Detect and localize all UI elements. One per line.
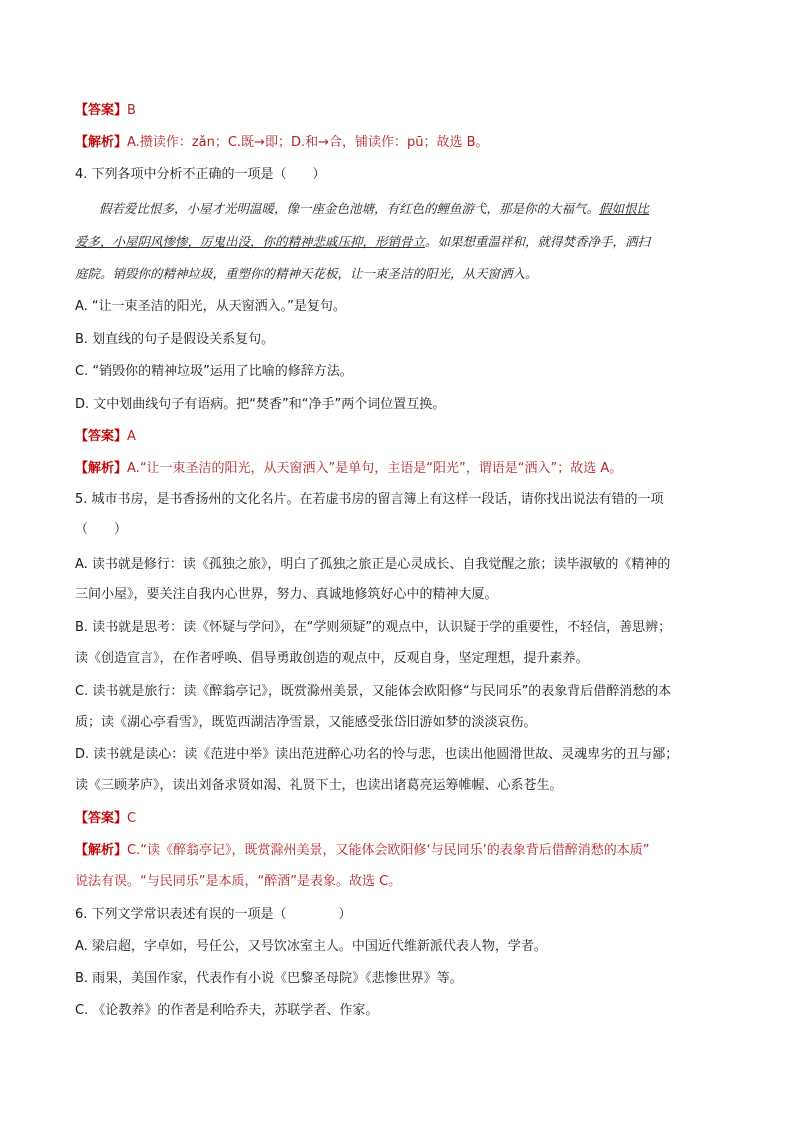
q3-analysis: A.攒读作：zǎn；C.既→即；D.和→合，铺读作：pū；故选 B。 xyxy=(127,135,489,150)
q5-option-b-line-2: 读《创造宣言》，在作者呼唤、倡导勇敢创造的观点中，反观自身，坚定理想，提升素养。 xyxy=(75,651,589,666)
q4-passage-line-2 xyxy=(75,233,650,251)
q4-option-a: A. “让一束圣洁的阳光，从天窗洒入。”是复句。 xyxy=(75,299,346,314)
q6-option-a: A. 梁启超，字卓如，号任公，又号饮冰室主人。中国近代维新派代表人物，学者。 xyxy=(75,939,547,954)
q4-passage-line-1 xyxy=(99,200,649,218)
q4-passage-line-3 xyxy=(75,265,538,283)
q5-stem-bracket: （ ） xyxy=(75,522,128,537)
q4-option-d: D. 文中划曲线句子有语病。把“焚香”和“净手”两个词位置互换。 xyxy=(75,397,446,412)
passage-text: 。如果想重温祥和，就得焚香净手，洒扫 xyxy=(425,234,651,249)
q5-option-b-line-1: B. 读书就是思考：读《怀疑与学问》，在“学则须疑”的观点中，认识疑于学的重要性，不轻信，善思辨； xyxy=(75,620,672,635)
q4-analysis-line xyxy=(75,460,622,478)
q4-option-b: B. 划直线的句子是假设关系复句。 xyxy=(75,332,275,347)
q3-answer-line xyxy=(75,102,136,120)
analysis-tag: 【解析】 xyxy=(75,135,128,150)
q5-option-d-line-2: 读《三顾茅庐》，读出刘备求贤如渴、礼贤下士，也读出诸葛亮运筹帷幄、心系苍生。 xyxy=(75,778,563,793)
analysis-tag: 【解析】 xyxy=(75,461,128,476)
q4-option-c: C. “销毁你的精神垃圾”运用了比喻的修辞方法。 xyxy=(75,364,353,379)
q5-analysis-line-1 xyxy=(75,842,649,860)
q4-answer-line xyxy=(75,428,136,446)
q5-answer: C xyxy=(127,811,137,826)
q3-answer: B xyxy=(127,103,136,118)
q4-stem: 4. 下列各项中分析不正确的一项是（ ） xyxy=(75,167,326,182)
q6-option-b: B. 雨果，美国作家，代表作有小说《巴黎圣母院》《悲惨世界》等。 xyxy=(75,971,463,986)
q4-analysis: A.“让一束圣洁的阳光，从天窗洒入”是单句，主语是“阳光”，谓语是“洒入”；故选 A。 xyxy=(127,461,623,476)
q6-option-c: C. 《论教养》的作者是利哈乔夫，苏联学者、作家。 xyxy=(75,1003,379,1018)
straight-underlined-text: 假如恨比 xyxy=(599,201,650,216)
passage-text: 庭院。销毁你的精神垃圾，重塑你的精神天花板，让一束圣洁的阳光，从天窗洒入。 xyxy=(75,266,538,281)
answer-tag: 【答案】 xyxy=(75,429,128,444)
q5-option-c-line-2: 质；读《湖心亭看雪》，既览西湖洁净雪景，又能感受张岱旧游如梦的淡淡哀伤。 xyxy=(75,715,537,730)
q4-answer: A xyxy=(127,429,136,444)
straight-underlined-text: 爱多，小屋阴风惨惨，厉鬼出没，你的精神悲戚压抑，形销骨立 xyxy=(75,234,426,249)
answer-tag: 【答案】 xyxy=(75,811,128,826)
q5-analysis-1: C.“读《醉翁亭记》，既赏滁州美景，又能体会欧阳修‘与民同乐’的表象背后借醉消愁的本质” xyxy=(127,843,650,858)
passage-text: 假若爱比恨多，小屋才光明温暖，像一座金色池塘，有红色的鲤鱼游弋，那是你的大福气。 xyxy=(99,201,600,216)
q5-option-c-line-1: C. 读书就是旅行：读《醉翁亭记》，既赏滁州美景，又能体会欧阳修“与民同乐”的表象背后借醉消愁的本 xyxy=(75,684,672,699)
q6-stem: 6. 下列文学常识表述有误的一项是（ ） xyxy=(75,907,352,922)
q5-stem: 5. 城市书房，是书香扬州的文化名片。在若虚书房的留言簿上有这样一段话，请你找出说法有错的一项 xyxy=(75,492,664,507)
q5-option-a-line-1: A. 读书就是修行：读《孤独之旅》，明白了孤独之旅正是心灵成长、自我觉醒之旅；读毕淑敏的《精神的 xyxy=(75,557,671,572)
q5-option-a-line-2: 三间小屋》，要关注自我内心世界，努力、真诚地修筑好心中的精神大厦。 xyxy=(75,587,498,602)
q3-analysis-line xyxy=(75,134,489,152)
answer-tag: 【答案】 xyxy=(75,103,128,118)
q5-option-d-line-1: D. 读书就是读心：读《范进中举》读出范进醉心功名的怜与悲，也读出他圆滑世故、灵魂卑劣的丑与鄙； xyxy=(75,747,679,762)
q5-analysis-line-2: 说法有误。“与民同乐”是本质，“醉酒”是表象。故选 C。 xyxy=(75,874,402,889)
q5-answer-line xyxy=(75,810,136,828)
analysis-tag: 【解析】 xyxy=(75,843,128,858)
